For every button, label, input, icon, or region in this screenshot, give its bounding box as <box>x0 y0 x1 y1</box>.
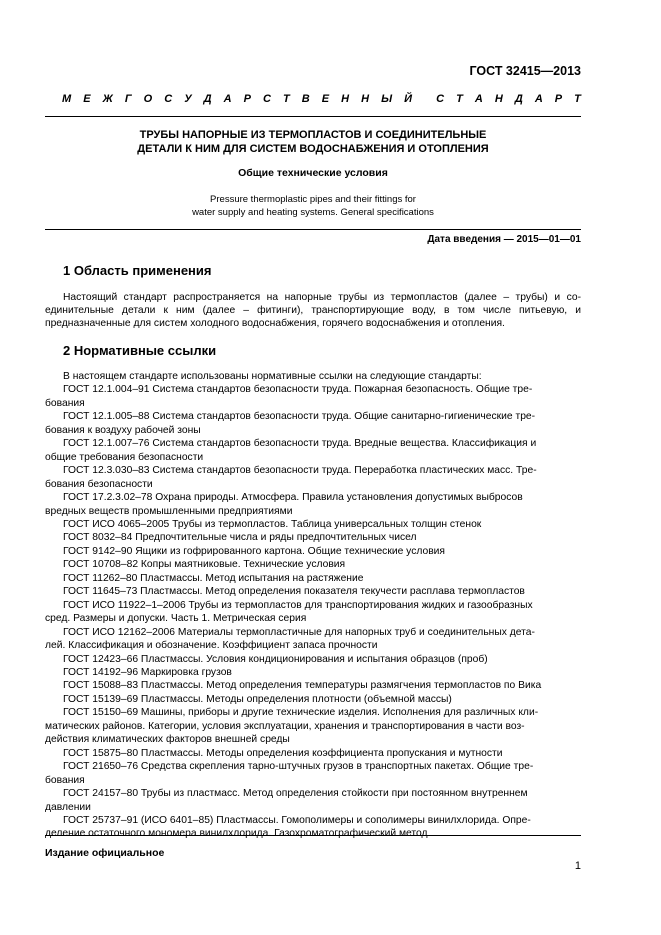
banner-letter: А <box>534 93 543 105</box>
reference-line: бования <box>45 397 85 409</box>
reference-line: ГОСТ 11645–73 Пластмассы. Метод определения показателя текучести расплава термопластов <box>63 586 525 598</box>
banner-letter: Т <box>456 93 463 105</box>
section-1-paragraph <box>45 291 581 330</box>
reference-line: ГОСТ 15875–80 Пластмассы. Методы определения коэффициента пропускания и мутности <box>63 747 503 759</box>
banner-letter: Т <box>283 93 290 105</box>
section-1-line: предназначенные для систем холодного водоснабжения, горячего водоснабжения и отопления. <box>45 318 505 329</box>
banner-letter: Р <box>554 93 563 105</box>
reference-line: ГОСТ 8032–84 Предпочтительные числа и ряды предпочтительных чисел <box>63 532 417 544</box>
normative-references-list <box>45 370 581 841</box>
document-subtitle: Общие технические условия <box>238 167 388 179</box>
banner-letter: С <box>436 93 445 105</box>
banner-letter: Д <box>203 93 212 105</box>
reference-line: ГОСТ 17.2.3.02–78 Охрана природы. Атмосфера. Правила установления допустимых выбросов <box>63 492 523 504</box>
reference-line: ГОСТ 25737–91 (ИСО 6401–85) Пластмассы. Гомополимеры и сополимеры винилхлорида. Опре- <box>63 814 531 826</box>
reference-line: ГОСТ 15139–69 Пластмассы. Методы определения плотности (объемной массы) <box>63 693 452 705</box>
title-line-2: ДЕТАЛИ К НИМ ДЛЯ СИСТЕМ ВОДОСНАБЖЕНИЯ И ОТОПЛЕНИЯ <box>137 143 489 155</box>
section-1-line: Настоящий стандарт распространяется на напорные трубы из термопластов (далее – трубы) и со- <box>63 292 581 303</box>
document-code: ГОСТ 32415—2013 <box>469 64 581 78</box>
reference-line: ГОСТ 14192–96 Маркировка грузов <box>63 666 232 678</box>
section-1-heading: 1 Область применения <box>63 263 212 278</box>
banner-letter: Н <box>361 93 370 105</box>
reference-line: бования <box>45 774 85 786</box>
reference-line: ГОСТ 9142–90 Ящики из гофрированного картона. Общие технические условия <box>63 545 446 557</box>
reference-line: действия климатических факторов внешней среды <box>45 734 290 746</box>
banner-letter: Е <box>321 93 330 105</box>
english-title-line-2: water supply and heating systems. General specifications <box>192 206 434 218</box>
banner-letter: У <box>184 93 192 105</box>
reference-line: ГОСТ 24157–80 Трубы из пластмасс. Метод определения стойкости при постоянном внутреннем <box>63 788 528 800</box>
reference-line: ГОСТ 15150–69 Машины, приборы и другие технические изделия. Исполнения для различных кли- <box>63 707 539 719</box>
reference-line: ГОСТ 12423–66 Пластмассы. Условия кондиционирования и испытания образцов (проб) <box>63 653 488 665</box>
reference-line: В настоящем стандарте использованы нормативные ссылки на следующие стандарты: <box>63 371 482 382</box>
introduction-date: Дата введения — 2015—01—01 <box>427 234 581 245</box>
reference-line: ГОСТ 21650–76 Средства скрепления тарно-штучных грузов в транспортных пакетах. Общие тре- <box>63 761 534 773</box>
reference-line: матических районов. Категории, условия эксплуатации, хранения и транспортирования в части воз- <box>45 720 525 732</box>
banner-letter: Ж <box>102 93 113 105</box>
banner-letter: А <box>223 93 232 105</box>
banner-letter: Т <box>574 93 581 105</box>
banner-letter: М <box>62 93 72 105</box>
banner-letter: О <box>143 93 153 105</box>
document-title <box>45 128 581 156</box>
reference-line: давлении <box>45 801 91 813</box>
reference-line: общие требования безопасности <box>45 451 204 463</box>
footer-divider <box>45 835 581 836</box>
section-2-heading: 2 Нормативные ссылки <box>63 343 217 358</box>
reference-line: вредных веществ промышленными предприятиями <box>45 505 293 517</box>
reference-line: ГОСТ ИСО 11922–1–2006 Трубы из термопластов для транспортирования жидких и газообразных <box>63 599 533 611</box>
standard-banner <box>62 93 581 105</box>
english-title-line-1: Pressure thermoplastic pipes and their fittings for <box>210 194 416 205</box>
reference-line: ГОСТ 12.1.005–88 Система стандартов безопасности труда. Общие санитарно-гигиенические тре- <box>63 411 536 423</box>
reference-line: ГОСТ 12.1.007–76 Система стандартов безопасности труда. Вредные вещества. Классификация и <box>63 438 537 450</box>
reference-line: ГОСТ 10708–82 Копры маятниковые. Технические условия <box>63 559 346 571</box>
reference-line: ГОСТ 12.3.030–83 Система стандартов безопасности труда. Переработка пластических масс. Тре- <box>63 465 537 477</box>
reference-line: ГОСТ ИСО 4065–2005 Трубы из термопластов. Таблица универсальных толщин стенок <box>63 518 482 530</box>
title-line-1: ТРУБЫ НАПОРНЫЕ ИЗ ТЕРМОПЛАСТОВ И СОЕДИНИТЕЛЬНЫЕ <box>139 129 487 141</box>
header-divider <box>45 116 581 117</box>
banner-letter: Й <box>404 93 413 105</box>
reference-line: ГОСТ 12.1.004–91 Система стандартов безопасности труда. Пожарная безопасность. Общие тре- <box>63 384 533 396</box>
reference-line: деление остаточного мономера винилхлорида. Газохроматографический метод <box>45 828 428 840</box>
banner-letter: В <box>301 93 310 105</box>
banner-letter: Г <box>124 93 132 105</box>
banner-letter: А <box>474 93 483 105</box>
banner-letter: Н <box>494 93 503 105</box>
banner-letter: Ы <box>381 93 393 105</box>
banner-letter: Н <box>341 93 350 105</box>
banner-letter: С <box>164 93 173 105</box>
banner-letter: Р <box>243 93 251 105</box>
edition-label: Издание официальное <box>45 847 165 859</box>
reference-line: сред. Размеры и допуски. Часть 1. Метрическая серия <box>45 613 307 625</box>
reference-line: лей. Классификация и обозначение. Коэффициент запаса прочности <box>45 640 378 652</box>
banner-letter: Д <box>514 93 523 105</box>
english-title <box>45 194 581 219</box>
banner-letter: С <box>263 93 271 105</box>
section-1-line: единительные детали к ним (далее – фитинги), транспортирующие воду, в том числе питьевую, и <box>45 305 581 316</box>
banner-letter: Е <box>83 93 91 105</box>
reference-line: бования безопасности <box>45 478 153 490</box>
reference-line: ГОСТ 15088–83 Пластмассы. Метод определения температуры размягчения термопластов по Вика <box>63 680 542 692</box>
reference-line: бования к воздуху рабочей зоны <box>45 424 201 436</box>
title-divider <box>45 229 581 230</box>
reference-line: ГОСТ 11262–80 Пластмассы. Метод испытания на растяжение <box>63 572 364 584</box>
page-number: 1 <box>574 860 581 872</box>
reference-line: ГОСТ ИСО 12162–2006 Материалы термопластичные для напорных труб и соединительных дета- <box>63 626 535 638</box>
